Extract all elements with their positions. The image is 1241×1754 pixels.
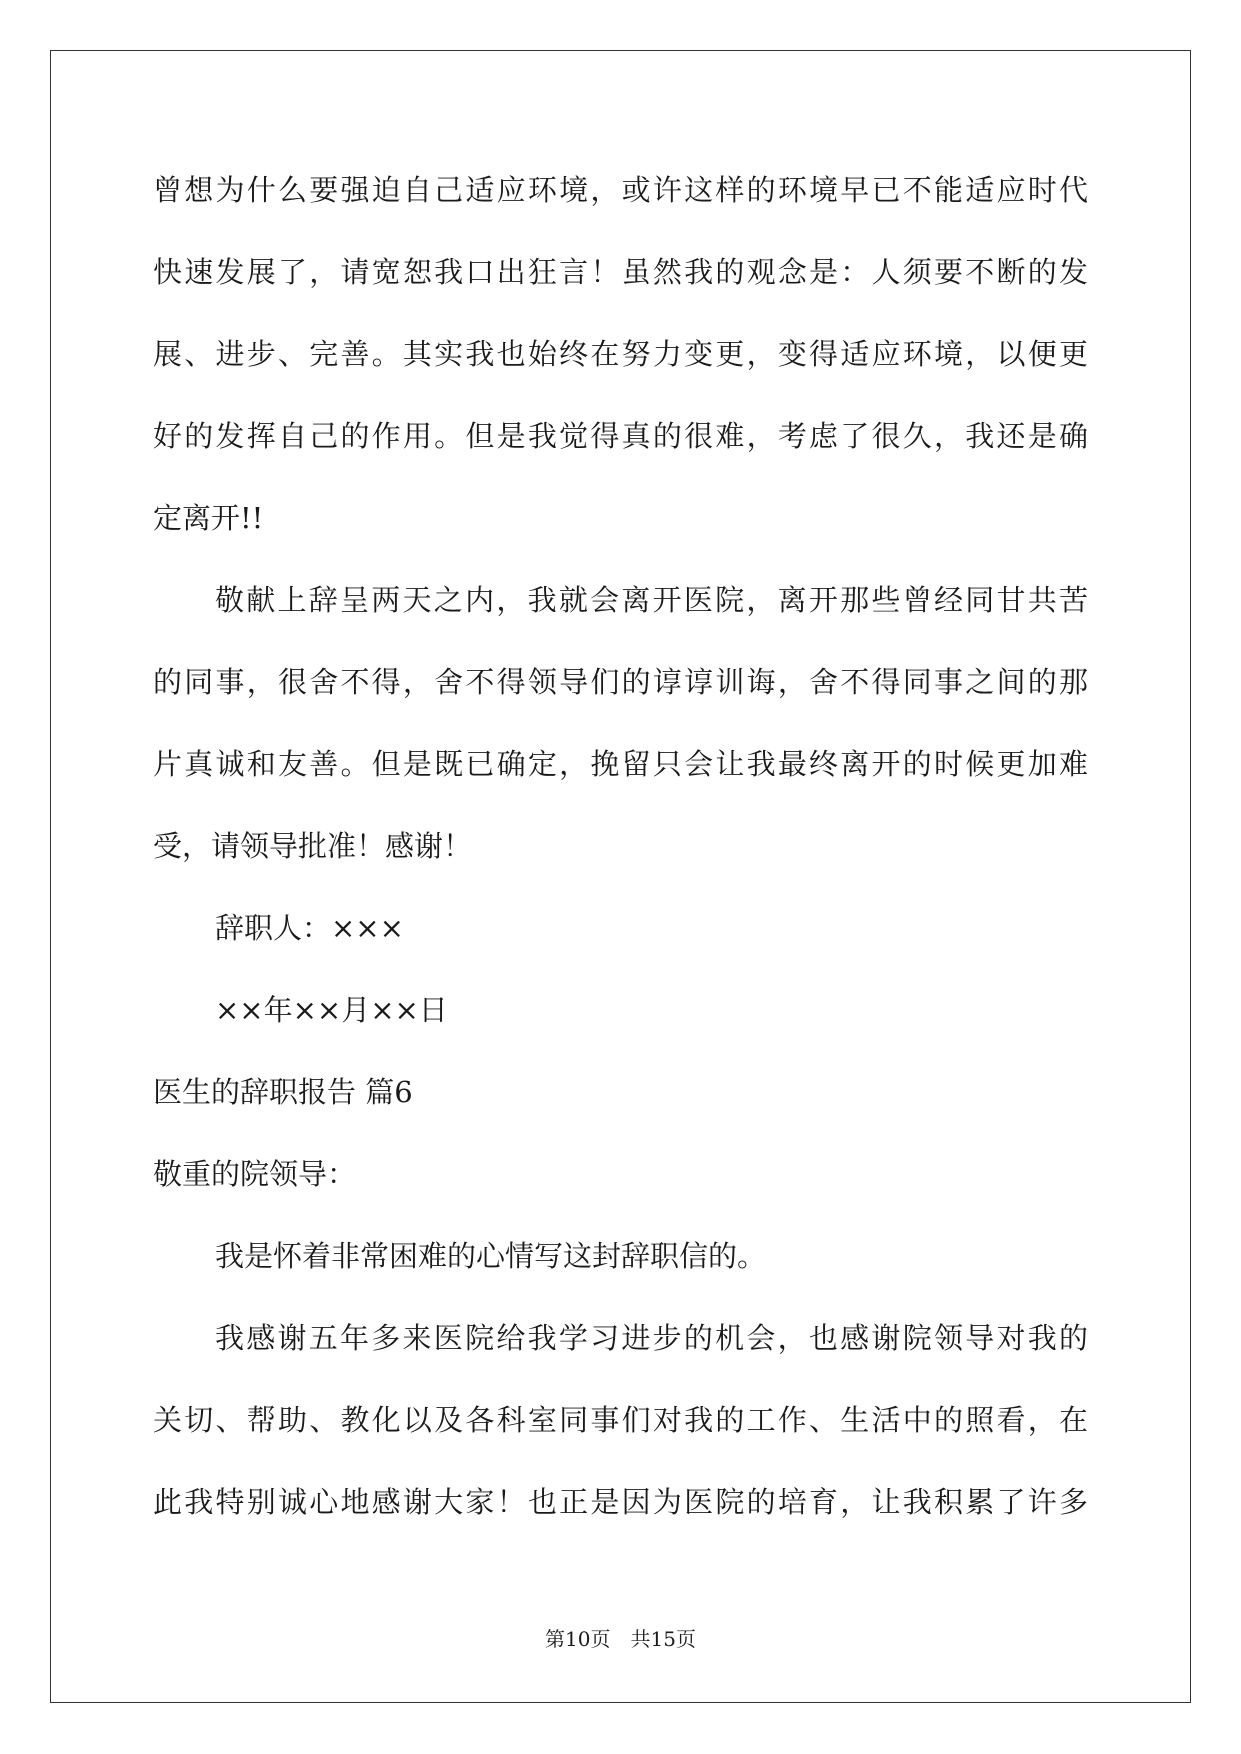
paragraph-line: 曾想为什么要强迫自己适应环境，或许这样的环境早已不能适应时代 (153, 173, 1088, 207)
paragraph-line: 定离开!! (153, 501, 264, 535)
paragraph-line: 我感谢五年多来医院给我学习进步的机会，也感谢院领导对我的 (215, 1321, 1088, 1355)
paragraph-line: 片真诚和友善。但是既已确定，挽留只会让我最终离开的时候更加难 (153, 747, 1088, 781)
signature-line: 辞职人：××× (215, 911, 404, 945)
section-heading: 医生的辞职报告 篇6 (153, 1075, 413, 1109)
paragraph-line: 受，请领导批准！感谢！ (153, 829, 473, 863)
page-border (50, 50, 1191, 1703)
paragraph-line: 我是怀着非常困难的心情写这封辞职信的。 (215, 1239, 767, 1273)
paragraph-line: 好的发挥自己的作用。但是我觉得真的很难，考虑了很久，我还是确 (153, 419, 1088, 453)
paragraph-line: 敬献上辞呈两天之内，我就会离开医院，离开那些曾经同甘共苦 (215, 583, 1088, 617)
paragraph-line: 快速发展了，请宽恕我口出狂言！虽然我的观念是：人须要不断的发 (153, 255, 1088, 289)
page-number-footer: 第10页 共15页 (545, 1627, 696, 1651)
paragraph-line: 关切、帮助、教化以及各科室同事们对我的工作、生活中的照看，在 (153, 1403, 1088, 1437)
paragraph-line: 的同事，很舍不得，舍不得领导们的谆谆训诲，舍不得同事之间的那 (153, 665, 1088, 699)
salutation: 敬重的院领导： (153, 1157, 357, 1191)
paragraph-line: 展、进步、完善。其实我也始终在努力变更，变得适应环境，以便更 (153, 337, 1088, 371)
date-line: ××年××月××日 (215, 993, 448, 1027)
paragraph-line: 此我特别诚心地感谢大家！也正是因为医院的培育，让我积累了许多 (153, 1485, 1088, 1519)
